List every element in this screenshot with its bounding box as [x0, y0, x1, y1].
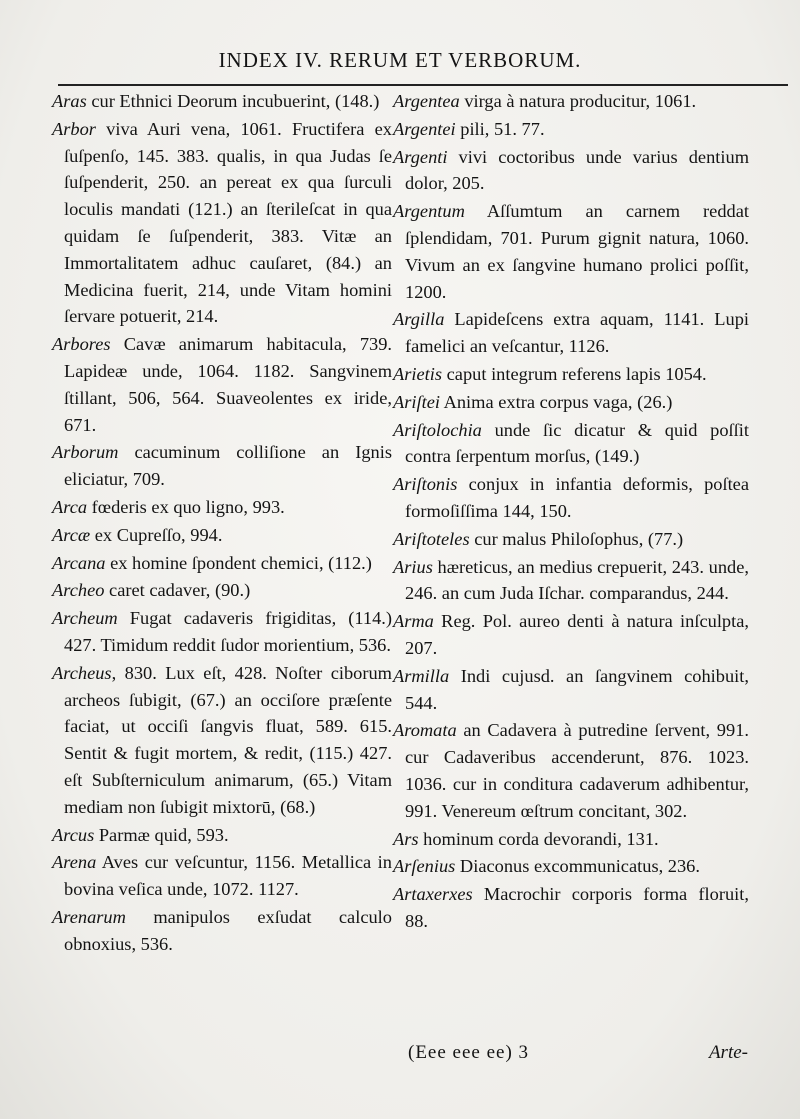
index-text: Aſſumtum an carnem reddat ſplendidam, 701. Purum gignit natura, 1060. Vivum an ex ſangvine humano prolici poſſit, 1200.: [405, 201, 749, 302]
index-entry: [393, 554, 749, 608]
index-entry: [393, 417, 749, 471]
index-text: fœderis ex quo ligno, 993.: [87, 496, 285, 517]
index-entry: [393, 526, 749, 553]
index-term: Archeum: [52, 608, 118, 629]
index-term: Arcus: [52, 824, 95, 845]
index-text: cur malus Philoſophus, (77.): [469, 528, 684, 549]
index-text: Reg. Pol. aureo denti à natura inſculpta, 207.: [405, 611, 749, 658]
index-term: Argilla: [393, 309, 445, 330]
index-text: caput integrum referens lapis 1054.: [442, 363, 707, 384]
index-text: viva Auri vena, 1061. Fructifera ex ſuſpenſo, 145. 383. qualis, in qua Judas ſe ſuſpenderit, 250. an pereat ex qua ſurculi loculis mandati (121.) an ſterileſcat in qua quidam ſe ſuſpenderit, 383. Vitæ an Immortalitatem adhuc cauſaret, (84.) an Medicina fuerit, 214, unde Vitam homini ſervare potuerit, 214.: [64, 118, 392, 327]
index-text: Macrochir corporis forma floruit, 88.: [405, 884, 749, 931]
index-term: Argentum: [393, 201, 465, 222]
index-entry: [393, 663, 749, 717]
index-text: Aves cur veſcuntur, 1156. Metallica in bovina veſica unde, 1072. 1127.: [64, 852, 392, 900]
index-term: Ariſtolochia: [393, 419, 482, 440]
index-entry: [52, 88, 392, 115]
index-entry: [52, 605, 392, 659]
index-term: Artaxerxes: [393, 884, 473, 905]
index-term: Ariſtoteles: [393, 528, 470, 549]
index-text: caret cadaver, (90.): [104, 580, 251, 601]
index-text: Parmæ quid, 593.: [94, 824, 229, 845]
index-text: hæreticus, an medius crepuerit, 243. unde, 246. an cum Juda Iſchar. comparandus, 244.: [405, 556, 749, 604]
index-text: ex Cupreſſo, 994.: [90, 524, 223, 545]
page-header: INDEX IV. RERUM ET VERBORUM.: [218, 48, 582, 72]
signature-mark: (Eee eee ee) 3: [408, 1042, 530, 1063]
index-term: Arbores: [52, 334, 111, 355]
catchword: Arte-: [708, 1042, 748, 1063]
index-entry: [393, 717, 749, 824]
index-text: vivi coctoribus unde varius dentium dolor, 205.: [405, 146, 749, 194]
index-term: Argenti: [393, 146, 448, 167]
right-column: [393, 88, 749, 936]
index-text: Lapideſcens extra aquam, 1141. Lupi famelici an veſcantur, 1126.: [405, 309, 749, 357]
index-text: cacuminum colliſione an Ignis eliciatur, 709.: [64, 442, 392, 490]
index-term: Aras: [52, 91, 87, 111]
index-term: Ariſtonis: [393, 474, 458, 495]
index-entry: [52, 494, 392, 521]
index-term: Arbor: [52, 118, 96, 139]
index-entry: [52, 849, 392, 903]
index-text: pili, 51. 77.: [455, 118, 545, 139]
index-term: Arena: [52, 852, 97, 873]
index-entry: [52, 904, 392, 958]
index-entry: [52, 822, 392, 849]
index-text: , 830. Lux eſt, 428. Noſter ciborum archeos ſubigit, (67.) an occiſore præſente faciat, ut occiſi ſangvis fluat, 589. 615. Sentit & fugit mortem, & redit, (115.) 427. eſt Subſterniculum animarum, (65.) Vitam mediam non ſubigit mixtorū, (68.): [64, 662, 392, 817]
index-text: Fugat cadaveris frigiditas, (114.) 427. Timidum reddit ſudor morientium, 536.: [64, 608, 392, 655]
index-text: cur Ethnici Deorum incubuerint, (148.): [86, 91, 380, 111]
index-term: Arietis: [393, 363, 443, 384]
index-text: an Cadavera à putredine ſervent, 991. cur Cadaveribus accenderunt, 876. 1023. 1036. cur in conditura cadaverum adhibentur, 991. Venereum œſtrum concitant, 302.: [405, 720, 749, 821]
index-text: conjux in infantia deformis, poſtea formoſiſſima 144, 150.: [405, 474, 749, 521]
index-term: Archeus: [52, 662, 112, 683]
index-term: Arius: [393, 556, 433, 577]
index-text: hominum corda devorandi, 131.: [418, 828, 659, 849]
index-entry: [52, 439, 392, 493]
index-text: Anima extra corpus vaga, (26.): [440, 391, 673, 412]
index-entry: [393, 853, 749, 880]
index-entry: [393, 116, 749, 143]
index-entry: [393, 88, 749, 115]
index-term: Archeo: [52, 580, 105, 601]
left-column: [52, 88, 392, 959]
index-entry: [393, 198, 749, 305]
index-term: Arſenius: [393, 856, 456, 877]
index-entry: [393, 826, 749, 853]
index-term: Ars: [393, 828, 419, 849]
index-text: Indi cujusd. an ſangvinem cohibuit, 544.: [405, 665, 749, 713]
index-entry: [52, 331, 392, 438]
index-text: manipulos exſudat calculo obnoxius, 536.: [64, 906, 392, 954]
index-entry: [393, 144, 749, 198]
index-entry: [393, 306, 749, 360]
index-text: virga à natura producitur, 1061.: [459, 91, 697, 111]
index-text: unde ſic dicatur & quid poſſit contra ſerpentum morſus, (149.): [405, 419, 749, 467]
index-term: Argentea: [393, 91, 460, 111]
index-term: Arcæ: [52, 524, 91, 545]
index-text: Cavæ animarum habitacula, 739. Lapideæ unde, 1064. 1182. Sangvinem ſtillant, 506, 564. Suaveolentes ex iride, 671.: [64, 334, 392, 435]
index-entry: [393, 389, 749, 416]
index-term: Argentei: [393, 118, 456, 139]
page-footer: [408, 1042, 748, 1064]
index-term: Armilla: [393, 665, 450, 686]
index-entry: [52, 116, 392, 330]
header-rule: [58, 84, 788, 86]
index-term: Arborum: [52, 442, 119, 463]
index-term: Aromata: [393, 720, 457, 741]
index-entry: [393, 881, 749, 935]
index-entry: [393, 361, 749, 388]
index-entry: [393, 471, 749, 525]
index-term: Ariſtei: [393, 391, 440, 412]
index-term: Arca: [52, 496, 88, 517]
index-term: Arma: [393, 611, 434, 632]
index-term: Arcana: [52, 552, 106, 573]
index-text: Diaconus excommunicatus, 236.: [455, 856, 700, 877]
index-entry: [52, 550, 392, 577]
index-entry: [52, 660, 392, 821]
index-term: Arenarum: [52, 906, 126, 927]
index-entry: [52, 522, 392, 549]
index-text: ex homine ſpondent chemici, (112.): [105, 552, 372, 573]
index-entry: [52, 577, 392, 604]
index-entry: [393, 608, 749, 662]
